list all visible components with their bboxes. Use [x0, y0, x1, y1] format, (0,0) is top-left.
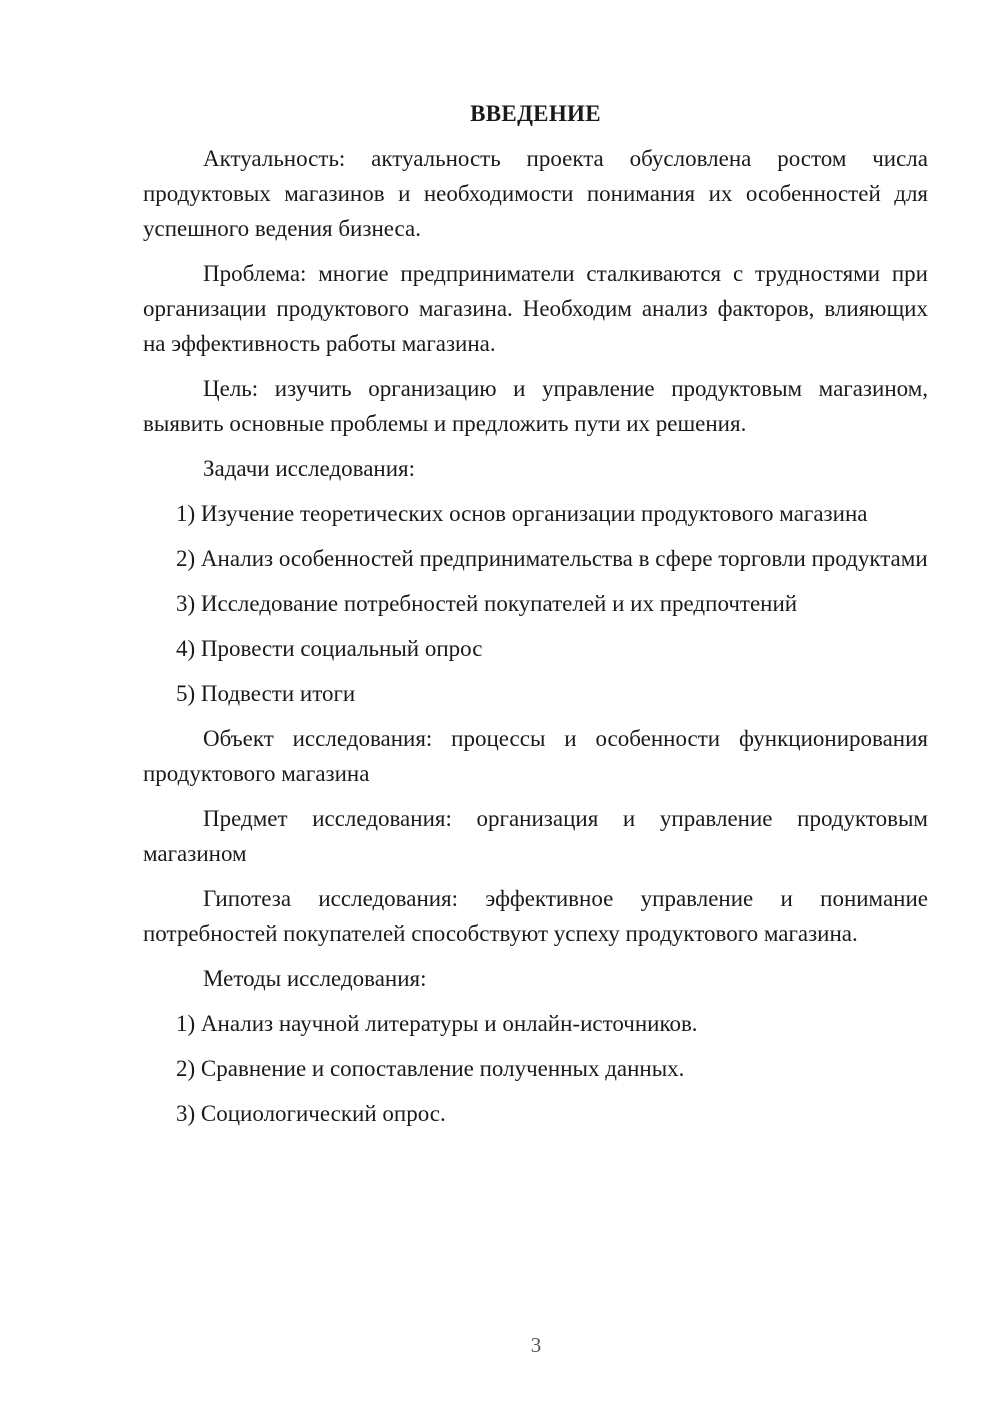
- goal-paragraph: Цель: изучить организацию и управление продуктовым магазином, выявить основные проблемы и предложить пути их решения.: [143, 376, 928, 436]
- page-number: 3: [530, 1333, 542, 1357]
- task-item-1: 1) Изучение теоретических основ организации продуктового магазина: [176, 501, 868, 526]
- task-item-4: 4) Провести социальный опрос: [176, 636, 483, 661]
- problem-paragraph: Проблема: многие предприниматели сталкиваются с трудностями при организации продуктового магазина. Необходим анализ факторов, влияющих на эффективность работы магазина.: [143, 261, 928, 356]
- task-item-3: 3) Исследование потребностей покупателей и их предпочтений: [176, 591, 798, 616]
- method-item-1: 1) Анализ научной литературы и онлайн-источников.: [176, 1011, 698, 1036]
- object-paragraph: Объект исследования: процессы и особенности функционирования продуктового магазина: [143, 726, 928, 786]
- section-heading: ВВЕДЕНИЕ: [470, 101, 601, 126]
- document-body: [143, 96, 928, 1141]
- relevance-paragraph: Актуальность: актуальность проекта обусловлена ростом числа продуктовых магазинов и необходимости понимания их особенностей для успешного ведения бизнеса.: [143, 146, 928, 241]
- hypothesis-paragraph: Гипотеза исследования: эффективное управление и понимание потребностей покупателей способствуют успеху продуктового магазина.: [143, 886, 928, 946]
- tasks-title: Задачи исследования:: [203, 456, 416, 481]
- task-item-2: 2) Анализ особенностей предпринимательства в сфере торговли продуктами: [176, 546, 928, 571]
- task-item-5: 5) Подвести итоги: [176, 681, 356, 706]
- methods-title: Методы исследования:: [203, 966, 427, 991]
- method-item-2: 2) Сравнение и сопоставление полученных данных.: [176, 1056, 685, 1081]
- subject-paragraph: Предмет исследования: организация и управление продуктовым магазином: [143, 806, 928, 866]
- method-item-3: 3) Социологический опрос.: [176, 1101, 446, 1126]
